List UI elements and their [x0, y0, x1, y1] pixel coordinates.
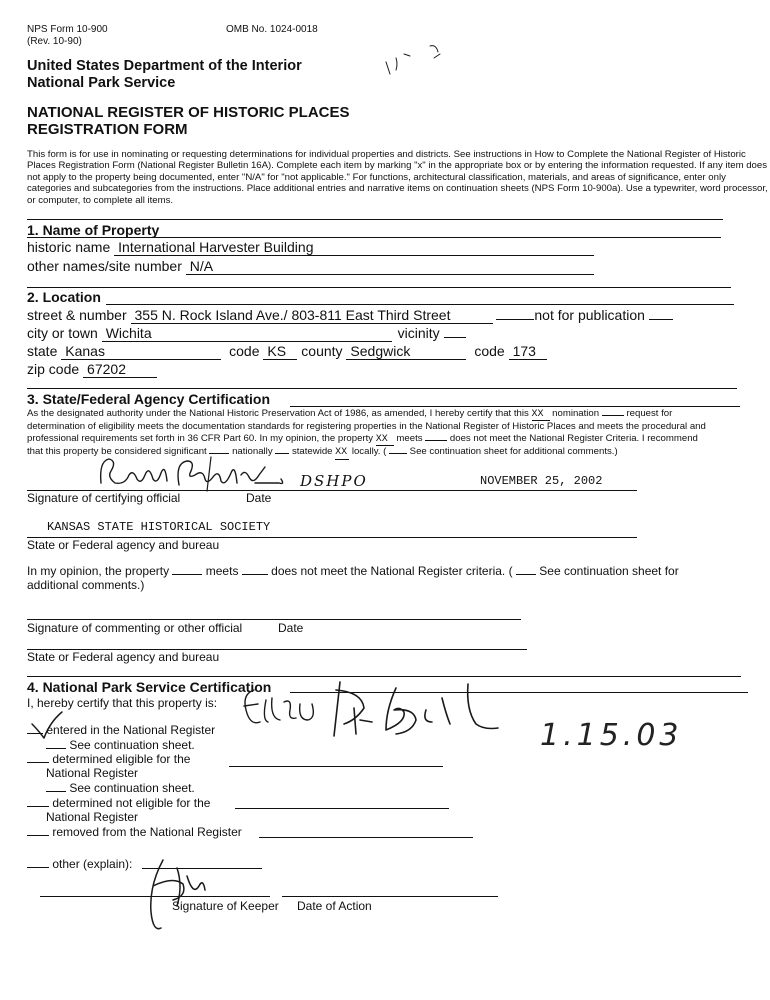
request-field[interactable] [602, 415, 624, 416]
section-rule [27, 388, 737, 389]
opinion-line [27, 564, 679, 578]
eligible-label: determined eligible for the [52, 752, 191, 766]
section-rule [290, 406, 740, 407]
section-rule [27, 676, 741, 677]
not-eligible-row [27, 796, 210, 810]
eligible-checkbox[interactable] [27, 762, 49, 763]
cert-text: locally. ( [351, 446, 387, 458]
cert-text: nationally [232, 446, 273, 458]
does-not-meet-field[interactable] [425, 440, 447, 441]
continuation-checkbox[interactable] [46, 748, 66, 749]
commenting-signature-label: Signature of commenting or other official [27, 621, 243, 635]
certify-statement: I, hereby certify that this property is: [27, 696, 218, 710]
opinion-continuation-field[interactable] [516, 574, 536, 575]
zip-row [27, 361, 157, 378]
cert-text: that this property be considered significant [27, 446, 207, 458]
keeper-signature [236, 680, 506, 744]
see-continuation-label: See continuation sheet. [69, 781, 195, 795]
cert-text: does not meet the National Register Criteria. I recommend [449, 432, 698, 444]
other-names-field[interactable]: N/A [186, 258, 594, 275]
opinion-text: does not meet the National Register criteria. ( [271, 564, 513, 578]
section-1-heading: 1. Name of Property [27, 222, 160, 238]
not-eligible-signature-line [235, 808, 449, 809]
commenting-date-label: Date [278, 621, 304, 635]
removed-checkbox[interactable] [27, 835, 49, 836]
street-label: street & number [27, 307, 127, 323]
not-for-publication-field[interactable] [649, 319, 673, 320]
cert-text: professional requirements set forth in 36 CFR Part 60. In my opinion, the property [27, 432, 374, 444]
not-eligible-label: determined not eligible for the [52, 796, 211, 810]
state-code-label: code [229, 343, 260, 359]
form-number: NPS Form 10-900 [27, 24, 108, 35]
other-label: other (explain): [52, 857, 133, 871]
city-row [27, 325, 466, 342]
department-name: United States Department of the Interior [27, 58, 302, 74]
signature-label: Signature of certifying official [27, 491, 181, 505]
city-field[interactable]: Wichita [102, 325, 392, 342]
not-eligible-checkbox[interactable] [27, 806, 49, 807]
cert-text: nomination [552, 408, 600, 419]
county-field[interactable]: Sedgwick [346, 343, 466, 360]
certification-text [27, 408, 770, 460]
other-names-row [27, 258, 594, 275]
section-rule [106, 304, 734, 305]
form-revision: (Rev. 10-90) [27, 36, 82, 47]
section-4-heading: 4. National Park Service Certification [27, 679, 272, 695]
stray-pen-marks [380, 40, 460, 90]
county-label: county [301, 343, 343, 359]
state-field[interactable]: Kanas [61, 343, 221, 360]
zip-field[interactable]: 67202 [83, 361, 157, 378]
eligible-row [27, 752, 190, 766]
nomination-mark[interactable]: XX [532, 409, 550, 421]
county-code-label: code [474, 343, 505, 359]
removed-row [27, 825, 242, 839]
form-subtitle: REGISTRATION FORM [27, 121, 188, 138]
service-name: National Park Service [27, 75, 176, 91]
opinion-text: meets [205, 564, 239, 578]
instructions-text: This form is for use in nominating or requesting determinations for individual properties and districts. See instructions in How to Complete the National Register of Historic Places Registration Form (National Register Bulletin 16A). Complete each item by marking "x" in the appropriate box or by entering the information requested. If any item does not apply to the property being documented, enter "N/A" for "not applicable." For functions, architectural classification, materials, and areas of significance, enter only categories and subcategories from the instructions. Place additional entries and narrative items on continuation sheets (NPS Form 10-900a). Use a typewriter, word processor, or computer, to complete all items. [27, 149, 768, 206]
continuation-checkbox[interactable] [46, 791, 66, 792]
certification-date[interactable]: NOVEMBER 25, 2002 [480, 474, 603, 488]
cert-text: See continuation sheet for additional comments.) [409, 446, 618, 458]
commenting-agency-label: State or Federal agency and bureau [27, 650, 220, 664]
other-checkbox[interactable] [27, 867, 49, 868]
other-names-label: other names/site number [27, 258, 182, 274]
state-row [27, 343, 547, 360]
keeper-initials [143, 856, 213, 936]
section-3-heading: 3. State/Federal Agency Certification [27, 391, 270, 407]
opinion-meets-field[interactable] [172, 574, 202, 575]
opinion-text: In my opinion, the property [27, 564, 170, 578]
cert-text: meets [396, 432, 423, 444]
historic-name-field[interactable]: International Harvester Building [114, 239, 594, 256]
zip-label: zip code [27, 361, 80, 377]
other-row [27, 857, 132, 871]
form-title: NATIONAL REGISTER OF HISTORIC PLACES [27, 104, 350, 121]
street-field[interactable]: 355 N. Rock Island Ave./ 803-811 East Third Street [131, 307, 493, 324]
certifying-official-signature [95, 455, 295, 493]
cert-text: As the designated authority under the National Historic Preservation Act of 1986, as amended, I hereby certify that this [27, 408, 529, 419]
certification-line [27, 408, 770, 421]
state-label: state [27, 343, 58, 359]
historic-name-label: historic name [27, 239, 111, 255]
vicinity-label: vicinity [397, 325, 440, 341]
state-code-field[interactable]: KS [263, 343, 297, 360]
action-date-line [282, 896, 498, 897]
see-continuation-row [46, 781, 195, 795]
meets-mark[interactable]: XX [376, 434, 394, 446]
section-2-heading: 2. Location [27, 289, 101, 305]
continuation-field[interactable] [389, 453, 407, 454]
action-date-label: Date of Action [297, 899, 372, 913]
omb-number: OMB No. 1024-0018 [226, 24, 318, 35]
commenting-signature-line [27, 619, 521, 620]
entered-label: entered in the National Register [46, 723, 216, 737]
blank[interactable] [496, 319, 534, 320]
section-rule [27, 219, 723, 220]
county-code-field[interactable]: 173 [509, 343, 547, 360]
certification-line: determination of eligibility meets the documentation standards for registering properties in the National Register of Historic Places and meets the procedural and [27, 421, 706, 433]
agency-label: State or Federal agency and bureau [27, 538, 220, 552]
keeper-signature-label: Signature of Keeper [172, 899, 279, 913]
vicinity-field[interactable] [444, 337, 466, 338]
date-label: Date [246, 491, 272, 505]
signer-title: DSHPO [300, 472, 368, 490]
locally-mark[interactable]: XX [335, 447, 348, 459]
see-continuation-row [46, 738, 195, 752]
opinion-text: See continuation sheet for [539, 564, 679, 578]
section-rule [27, 237, 721, 238]
cert-text: request for [626, 408, 673, 419]
cert-text: statewide [291, 446, 333, 458]
opinion-text-cont: additional comments.) [27, 578, 145, 592]
action-date-handwritten: 1.15.03 [540, 718, 683, 753]
not-for-publication-label: not for publication [534, 307, 645, 323]
national-register-label: National Register [46, 810, 139, 824]
removed-label: removed from the National Register [52, 825, 242, 839]
section-rule [27, 287, 731, 288]
eligible-signature-line [229, 766, 443, 767]
certification-line [27, 433, 770, 446]
opinion-not-meet-field[interactable] [242, 574, 268, 575]
certifying-agency[interactable]: KANSAS STATE HISTORICAL SOCIETY [47, 520, 271, 534]
city-label: city or town [27, 325, 98, 341]
street-row [27, 307, 673, 324]
national-register-label: National Register [46, 766, 139, 780]
see-continuation-label: See continuation sheet. [69, 738, 195, 752]
removed-signature-line [259, 837, 473, 838]
historic-name-row [27, 239, 594, 256]
